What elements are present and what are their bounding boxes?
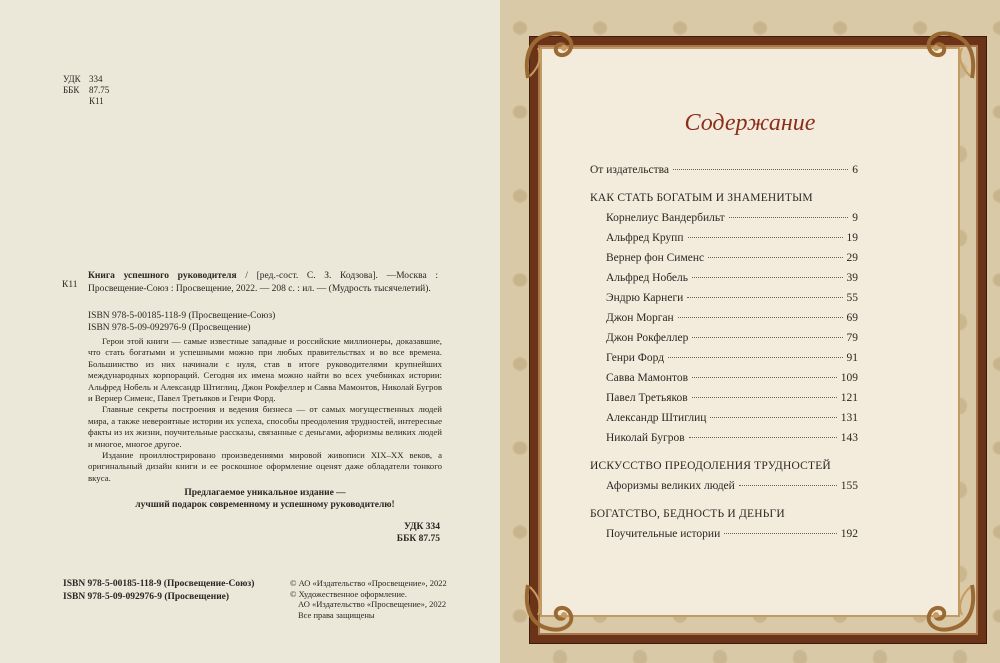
toc-page-number: 192 (840, 528, 858, 540)
annotation (88, 336, 442, 484)
toc-entry[interactable] (590, 528, 858, 548)
classification-value: 334 (89, 74, 103, 84)
toc-entry[interactable] (590, 352, 858, 372)
toc-dot-leader (692, 397, 837, 398)
toc-dot-leader (687, 297, 842, 298)
toc-entry[interactable] (590, 232, 858, 252)
toc-entry[interactable] (590, 212, 858, 232)
classification-key: УДК (63, 74, 81, 84)
classification-row (63, 96, 109, 107)
classification-footer (355, 522, 440, 545)
toc-dot-leader (668, 357, 842, 358)
author-mark: К11 (62, 280, 78, 290)
toc-entry[interactable] (590, 372, 858, 392)
toc-page-number: 109 (840, 372, 858, 384)
toc-page-number: 69 (846, 312, 858, 324)
classification-value: 87.75 (89, 85, 110, 95)
toc-page-number: 19 (846, 232, 858, 244)
ornament-corner-icon (910, 577, 980, 637)
toc-section-heading[interactable]: КАК СТАТЬ БОГАТЫМ И ЗНАМЕНИТЫМ (590, 192, 813, 204)
toc-page-number: 6 (852, 164, 858, 176)
toc-entry-title: Корнелиус Вандербильт (606, 212, 725, 224)
toc-entry[interactable] (590, 332, 858, 352)
copyright-line: АО «Издательство «Просвещение», 2022 (298, 599, 447, 609)
isbn-line: ISBN 978-5-00185-118-9 (Просвещение-Союз) (63, 579, 255, 589)
toc-entry-title: Савва Мамонтов (606, 372, 689, 384)
toc-entry-title: Вернер фон Сименс (606, 252, 705, 264)
toc-entry[interactable] (590, 412, 858, 432)
toc-page-number: 121 (840, 392, 858, 404)
annotation-paragraph: Издание проиллюстрировано произведениями мировой живописи XIX–XX веков, а оригинальный дизайн книги и ее роскошное оформление оценят даже обладатели тонкого вкуса. (88, 450, 442, 483)
classification-row (63, 85, 109, 96)
ornament-corner-icon (520, 26, 590, 86)
toc-dot-leader (692, 337, 842, 338)
classification-key: ББК (63, 85, 80, 95)
toc-entry[interactable] (590, 432, 858, 452)
slogan-line: Предлагаемое уникальное издание — (184, 488, 346, 498)
toc-page-number: 91 (846, 352, 858, 364)
toc-page-number: 79 (846, 332, 858, 344)
toc-spacer (590, 452, 858, 460)
toc-dot-leader (692, 277, 842, 278)
toc-entry-title: Поучительные истории (606, 528, 721, 540)
toc-entry-title: Николай Бугров (606, 432, 685, 444)
isbn-list (88, 310, 275, 334)
toc-page-number: 39 (846, 272, 858, 284)
table-of-contents (590, 164, 858, 548)
copyright-line: © АО «Издательство «Просвещение», 2022 (290, 578, 447, 588)
classification-row (63, 74, 109, 85)
ornament-corner-icon (520, 577, 590, 637)
toc-entry-title: Джон Рокфеллер (606, 332, 689, 344)
toc-entry-title: Альфред Нобель (606, 272, 689, 284)
toc-entry[interactable] (590, 392, 858, 412)
udk-code: УДК 334 (403, 522, 440, 532)
bibliographic-details: / [ред.-сост. С. З. Кодзова]. —Москва : Просвещение-Союз : Просвещение, 2022. — 208 с. : ил. — (Мудрость тысячелетий). (88, 271, 438, 294)
toc-page-number: 143 (840, 432, 858, 444)
classification-key (63, 96, 89, 107)
toc-page-number: 29 (846, 252, 858, 264)
toc-entry-title: Генри Форд (606, 352, 665, 364)
toc-dot-leader (689, 437, 837, 438)
toc-entry[interactable] (590, 480, 858, 500)
contents-title: Содержание (684, 110, 816, 136)
toc-dot-leader (673, 169, 848, 170)
toc-entry[interactable] (590, 272, 858, 292)
classification-value: К11 (89, 96, 104, 106)
toc-section-heading[interactable]: БОГАТСТВО, БЕДНОСТЬ И ДЕНЬГИ (590, 508, 785, 520)
toc-dot-leader (688, 237, 843, 238)
toc-page-number: 155 (840, 480, 858, 492)
bibliographic-record (88, 270, 438, 295)
isbn-line: ISBN 978-5-09-092976-9 (Просвещение) (88, 323, 251, 333)
toc-entry[interactable] (590, 164, 858, 184)
classification-codes (63, 74, 109, 107)
toc-entry-title: Джон Морган (606, 312, 674, 324)
toc-entry[interactable] (590, 252, 858, 272)
toc-entry-title: Альфред Крупп (606, 232, 684, 244)
toc-entry-title: Павел Третьяков (606, 392, 688, 404)
toc-dot-leader (710, 417, 836, 418)
bbk-code: ББК 87.75 (396, 533, 440, 544)
toc-spacer (590, 500, 858, 508)
toc-section-heading[interactable]: ИСКУССТВО ПРЕОДОЛЕНИЯ ТРУДНОСТЕЙ (590, 460, 831, 472)
slogan-line: лучший подарок современному и успешному руководителю! (135, 500, 395, 510)
toc-entry[interactable] (590, 292, 858, 312)
promo-slogan (88, 487, 442, 511)
toc-spacer (590, 184, 858, 192)
isbn-footer (63, 578, 254, 603)
copyright-line: © Художественное оформление. (290, 588, 407, 599)
toc-dot-leader (724, 533, 837, 534)
toc-dot-leader (692, 377, 837, 378)
copyright-line: Все права защищены (298, 609, 375, 620)
annotation-paragraph: Герои этой книги — самые известные западные и российские миллионеры, доказавшие, что стать богатыми и успешными можно при любых правительствах и во все времена. Большинство из них начинали с нуля, став в итоге руководителями крупнейших международных корпораций. Сегодня их имена можно найти во всех учебниках истории: Альфред Нобель и Александр Штиглиц, Джон Рокфеллер и Савва Мамонтов, Николай Бугров и Вернер Сименс, Павел Третьяков и Генри Форд. (88, 336, 442, 404)
toc-dot-leader (729, 217, 849, 218)
toc-dot-leader (678, 317, 843, 318)
isbn-line: ISBN 978-5-09-092976-9 (Просвещение) (63, 591, 230, 602)
isbn-line: ISBN 978-5-00185-118-9 (Просвещение-Союз) (88, 311, 276, 321)
ornament-corner-icon (910, 26, 980, 86)
toc-dot-leader (708, 257, 842, 258)
toc-dot-leader (739, 485, 837, 486)
contents-page (500, 0, 1000, 663)
toc-entry-title: От издательства (590, 164, 669, 176)
annotation-paragraph: Главные секреты построения и ведения бизнеса — от самых могущественных людей мира, а также невероятные истории их успеха, способы преодоления трудностей, интересные факты из их жизни, поучительные рассказы, связанные с деньгами, афоризмы великих людей и многое, многое другое. (88, 404, 442, 449)
toc-page-number: 55 (846, 292, 858, 304)
toc-entry-title: Эндрю Карнеги (606, 292, 684, 304)
toc-entry[interactable] (590, 312, 858, 332)
book-title: Книга успешного руководителя (88, 271, 237, 281)
copyright-notice (290, 578, 480, 620)
toc-page-number: 131 (840, 412, 858, 424)
toc-entry-title: Александр Штиглиц (606, 412, 707, 424)
toc-entry-title: Афоризмы великих людей (606, 480, 735, 492)
toc-page-number: 9 (852, 212, 858, 224)
